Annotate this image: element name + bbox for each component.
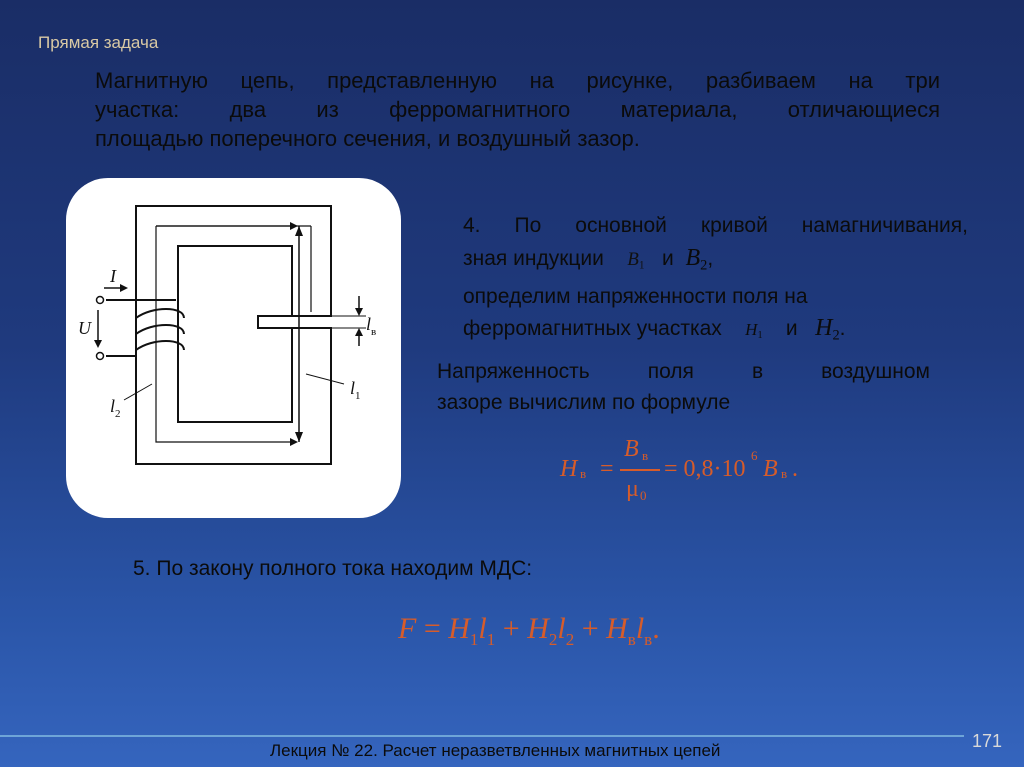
- intro-line-3: площадью поперечного сечения, и воздушный зазор.: [95, 126, 640, 151]
- flux-arrow-top: [290, 222, 298, 230]
- core-outer-outline: [136, 206, 331, 464]
- intro-paragraph: [95, 66, 940, 153]
- l1-arrow-bottom: [295, 432, 303, 442]
- gap-arrow-bottom: [355, 328, 363, 336]
- footer-divider: [0, 735, 964, 737]
- step5-text: 5. По закону полного тока находим МДС:: [133, 557, 533, 580]
- section-title: Прямая задача: [38, 33, 159, 52]
- label-l1: $l_1$: [350, 378, 361, 402]
- label-l2: $l_2$: [110, 396, 121, 420]
- l1-arrow-top: [295, 226, 303, 236]
- magnetic-circuit-diagram: [66, 178, 401, 518]
- label-current-I: I: [110, 266, 116, 286]
- label-lv: $l_в$: [366, 314, 377, 338]
- l1-leader: [306, 374, 344, 384]
- step4-line1: 4. По основной кривой намагничивания,: [463, 214, 968, 237]
- voltage-arrow-head: [94, 340, 102, 348]
- step4-line4: ферромагнитных участках $H_1$ и $H_2$.: [463, 315, 846, 344]
- footer-title: Лекция № 22. Расчет неразветвленных магнитных цепей: [270, 741, 721, 760]
- airgap-line2: зазоре вычислим по формуле: [437, 391, 731, 414]
- current-arrow-head: [120, 284, 128, 292]
- page-number: 171: [971, 731, 1002, 751]
- label-voltage-U: U: [78, 318, 91, 338]
- airgap-line1: Напряженность поля в воздушном: [437, 360, 930, 383]
- flux-path-inner: [156, 226, 311, 312]
- formula-mmf: $F = H_1l_1 + H_2l_2 + H_вl_в$.: [398, 612, 660, 649]
- intro-line-2: участка: два из ферромагнитного материала, отличающиеся: [95, 97, 940, 122]
- terminal-bottom: [97, 353, 104, 360]
- footer: [0, 731, 1024, 767]
- terminal-top: [97, 297, 104, 304]
- step4-line2: зная индукции $B_1$ и $B_2$,: [463, 245, 714, 274]
- flux-arrow-bottom: [290, 438, 298, 446]
- gap-arrow-top: [355, 308, 363, 316]
- step4-line3: определим напряженности поля на: [463, 285, 808, 308]
- winding-coil: [106, 300, 184, 356]
- core-inner-window: [178, 246, 292, 422]
- intro-line-1: Магнитную цепь, представленную на рисунке, разбиваем на три: [95, 68, 940, 93]
- l2-leader: [124, 384, 152, 400]
